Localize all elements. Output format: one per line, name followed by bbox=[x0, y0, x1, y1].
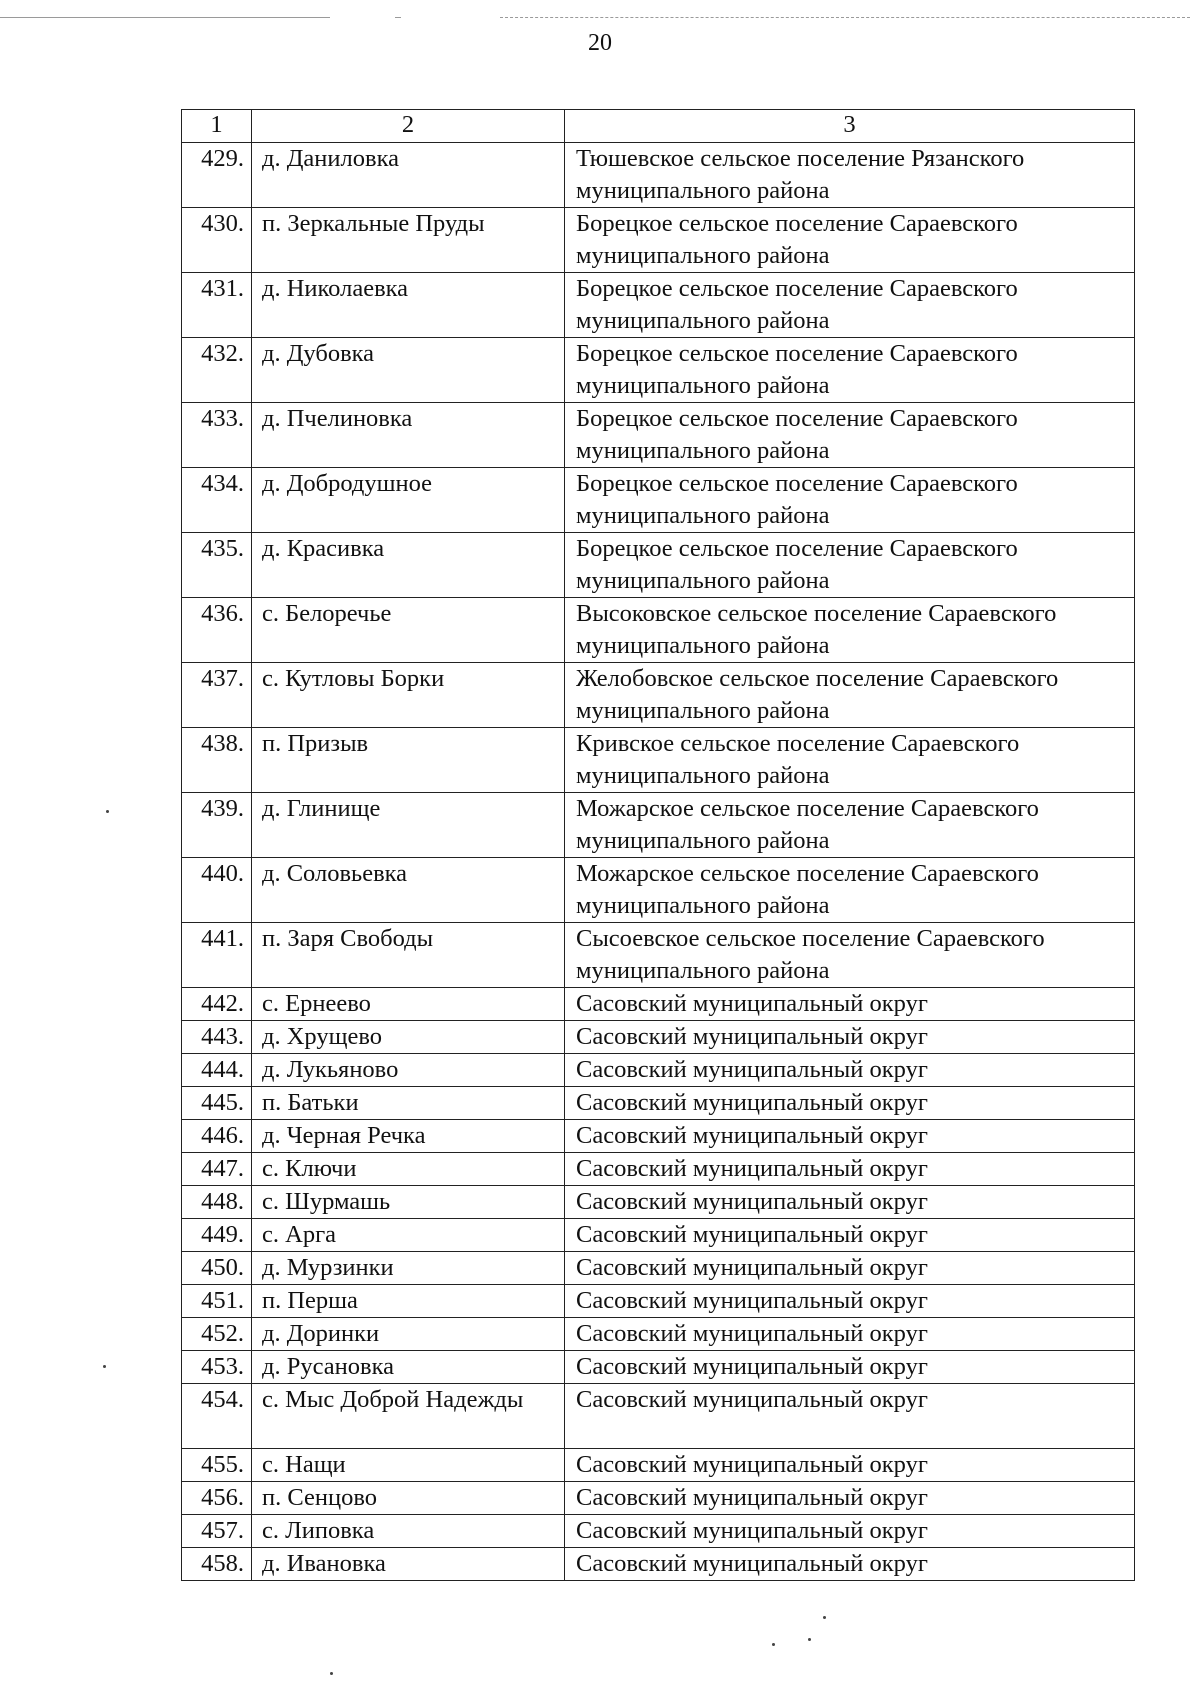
scan-speck bbox=[330, 1672, 333, 1675]
table-row bbox=[182, 1120, 1135, 1153]
table-row bbox=[182, 403, 1135, 468]
municipality-cell: Кривское сельское поселение Сараевского муниципального района bbox=[565, 728, 1135, 793]
municipality-cell: Сасовский муниципальный округ bbox=[565, 1351, 1135, 1384]
row-number-cell: 444. bbox=[182, 1054, 252, 1087]
row-number-cell: 448. bbox=[182, 1186, 252, 1219]
scan-artifact-line bbox=[395, 17, 401, 18]
row-number-cell: 446. bbox=[182, 1120, 252, 1153]
settlement-name-cell: д. Николаевка bbox=[252, 273, 565, 338]
settlement-name-cell: д. Дубовка bbox=[252, 338, 565, 403]
municipality-cell: Сасовский муниципальный округ bbox=[565, 988, 1135, 1021]
table-row bbox=[182, 1252, 1135, 1285]
column-header-number: 1 bbox=[182, 110, 252, 143]
scan-speck bbox=[772, 1643, 775, 1646]
settlement-name-cell: д. Соловьевка bbox=[252, 858, 565, 923]
scan-speck bbox=[823, 1616, 826, 1619]
row-number-cell: 451. bbox=[182, 1285, 252, 1318]
municipality-cell: Сасовский муниципальный округ bbox=[565, 1087, 1135, 1120]
page-number: 20 bbox=[588, 30, 612, 56]
municipality-cell: Борецкое сельское поселение Сараевского муниципального района bbox=[565, 338, 1135, 403]
row-number-cell: 449. bbox=[182, 1219, 252, 1252]
table-row bbox=[182, 468, 1135, 533]
table-row bbox=[182, 1087, 1135, 1120]
table-row bbox=[182, 728, 1135, 793]
settlement-name-cell: п. Зеркальные Пруды bbox=[252, 208, 565, 273]
settlement-name-cell: с. Арга bbox=[252, 1219, 565, 1252]
municipality-cell: Сасовский муниципальный округ bbox=[565, 1449, 1135, 1482]
table-row bbox=[182, 1515, 1135, 1548]
municipality-cell: Высоковское сельское поселение Сараевского муниципального района bbox=[565, 598, 1135, 663]
settlement-name-cell: д. Ивановка bbox=[252, 1548, 565, 1581]
row-number-cell: 445. bbox=[182, 1087, 252, 1120]
settlement-name-cell: д. Черная Речка bbox=[252, 1120, 565, 1153]
row-number-cell: 432. bbox=[182, 338, 252, 403]
municipality-cell: Сасовский муниципальный округ bbox=[565, 1252, 1135, 1285]
table-row bbox=[182, 1285, 1135, 1318]
column-header-settlement: 2 bbox=[252, 110, 565, 143]
table-row bbox=[182, 143, 1135, 208]
municipality-cell: Сысоевское сельское поселение Сараевского муниципального района bbox=[565, 923, 1135, 988]
settlement-name-cell: с. Ключи bbox=[252, 1153, 565, 1186]
table-row bbox=[182, 1219, 1135, 1252]
settlement-name-cell: с. Шурмашь bbox=[252, 1186, 565, 1219]
municipality-cell: Сасовский муниципальный округ bbox=[565, 1120, 1135, 1153]
municipality-cell: Сасовский муниципальный округ bbox=[565, 1318, 1135, 1351]
settlement-name-cell: с. Липовка bbox=[252, 1515, 565, 1548]
settlement-name-cell: с. Кутловы Борки bbox=[252, 663, 565, 728]
settlement-name-cell: с. Белоречье bbox=[252, 598, 565, 663]
row-number-cell: 439. bbox=[182, 793, 252, 858]
municipality-cell: Борецкое сельское поселение Сараевского муниципального района bbox=[565, 533, 1135, 598]
table-row bbox=[182, 1449, 1135, 1482]
municipality-cell: Сасовский муниципальный округ bbox=[565, 1186, 1135, 1219]
settlement-name-cell: д. Доринки bbox=[252, 1318, 565, 1351]
row-number-cell: 437. bbox=[182, 663, 252, 728]
row-number-cell: 442. bbox=[182, 988, 252, 1021]
table-row bbox=[182, 208, 1135, 273]
table-row bbox=[182, 1351, 1135, 1384]
row-number-cell: 447. bbox=[182, 1153, 252, 1186]
table-row bbox=[182, 988, 1135, 1021]
table-row bbox=[182, 273, 1135, 338]
settlement-name-cell: д. Мурзинки bbox=[252, 1252, 565, 1285]
settlement-name-cell: п. Сенцово bbox=[252, 1482, 565, 1515]
row-number-cell: 458. bbox=[182, 1548, 252, 1581]
table-row bbox=[182, 858, 1135, 923]
municipality-cell: Борецкое сельское поселение Сараевского муниципального района bbox=[565, 468, 1135, 533]
municipality-cell: Можарское сельское поселение Сараевского муниципального района bbox=[565, 793, 1135, 858]
table-row bbox=[182, 663, 1135, 728]
municipality-cell: Сасовский муниципальный округ bbox=[565, 1384, 1135, 1449]
scan-artifact-line bbox=[500, 17, 1190, 18]
table-row bbox=[182, 1153, 1135, 1186]
settlement-name-cell: д. Русановка bbox=[252, 1351, 565, 1384]
settlement-name-cell: п. Заря Свободы bbox=[252, 923, 565, 988]
table-row bbox=[182, 338, 1135, 403]
row-number-cell: 455. bbox=[182, 1449, 252, 1482]
row-number-cell: 443. bbox=[182, 1021, 252, 1054]
municipality-cell: Можарское сельское поселение Сараевского муниципального района bbox=[565, 858, 1135, 923]
column-header-municipality: 3 bbox=[565, 110, 1135, 143]
row-number-cell: 453. bbox=[182, 1351, 252, 1384]
municipality-cell: Сасовский муниципальный округ bbox=[565, 1021, 1135, 1054]
settlement-name-cell: д. Хрущево bbox=[252, 1021, 565, 1054]
settlement-name-cell: с. Нащи bbox=[252, 1449, 565, 1482]
row-number-cell: 436. bbox=[182, 598, 252, 663]
row-number-cell: 457. bbox=[182, 1515, 252, 1548]
row-number-cell: 431. bbox=[182, 273, 252, 338]
row-number-cell: 440. bbox=[182, 858, 252, 923]
municipality-cell: Сасовский муниципальный округ bbox=[565, 1285, 1135, 1318]
settlement-name-cell: д. Пчелиновка bbox=[252, 403, 565, 468]
municipality-cell: Желобовское сельское поселение Сараевского муниципального района bbox=[565, 663, 1135, 728]
table-row bbox=[182, 598, 1135, 663]
municipality-cell: Борецкое сельское поселение Сараевского муниципального района bbox=[565, 208, 1135, 273]
table-row bbox=[182, 923, 1135, 988]
row-number-cell: 452. bbox=[182, 1318, 252, 1351]
row-number-cell: 434. bbox=[182, 468, 252, 533]
table-row bbox=[182, 1384, 1135, 1449]
table-row bbox=[182, 1548, 1135, 1581]
table-row bbox=[182, 1318, 1135, 1351]
municipality-cell: Сасовский муниципальный округ bbox=[565, 1153, 1135, 1186]
table-header-row bbox=[182, 110, 1135, 143]
settlement-name-cell: д. Глинище bbox=[252, 793, 565, 858]
table-row bbox=[182, 533, 1135, 598]
settlement-name-cell: д. Даниловка bbox=[252, 143, 565, 208]
row-number-cell: 435. bbox=[182, 533, 252, 598]
table-row bbox=[182, 793, 1135, 858]
row-number-cell: 430. bbox=[182, 208, 252, 273]
table-row bbox=[182, 1186, 1135, 1219]
table-row bbox=[182, 1021, 1135, 1054]
table-row bbox=[182, 1054, 1135, 1087]
row-number-cell: 433. bbox=[182, 403, 252, 468]
settlement-name-cell: п. Перша bbox=[252, 1285, 565, 1318]
settlement-name-cell: с. Мыс Доброй Надежды bbox=[252, 1384, 565, 1449]
row-number-cell: 441. bbox=[182, 923, 252, 988]
municipality-cell: Сасовский муниципальный округ bbox=[565, 1482, 1135, 1515]
municipality-cell: Сасовский муниципальный округ bbox=[565, 1548, 1135, 1581]
settlement-name-cell: д. Добродушное bbox=[252, 468, 565, 533]
settlements-table bbox=[181, 109, 1135, 1581]
municipality-cell: Сасовский муниципальный округ bbox=[565, 1219, 1135, 1252]
row-number-cell: 454. bbox=[182, 1384, 252, 1449]
row-number-cell: 429. bbox=[182, 143, 252, 208]
municipality-cell: Сасовский муниципальный округ bbox=[565, 1515, 1135, 1548]
settlement-name-cell: д. Красивка bbox=[252, 533, 565, 598]
scan-artifact-line bbox=[0, 17, 330, 18]
settlement-name-cell: с. Ернеево bbox=[252, 988, 565, 1021]
scan-speck bbox=[808, 1638, 811, 1641]
municipality-cell: Сасовский муниципальный округ bbox=[565, 1054, 1135, 1087]
row-number-cell: 438. bbox=[182, 728, 252, 793]
municipality-cell: Борецкое сельское поселение Сараевского муниципального района bbox=[565, 273, 1135, 338]
scan-speck bbox=[103, 1365, 106, 1368]
municipality-cell: Тюшевское сельское поселение Рязанского муниципального района bbox=[565, 143, 1135, 208]
settlement-name-cell: п. Призыв bbox=[252, 728, 565, 793]
municipality-cell: Борецкое сельское поселение Сараевского муниципального района bbox=[565, 403, 1135, 468]
row-number-cell: 456. bbox=[182, 1482, 252, 1515]
settlement-name-cell: д. Лукьяново bbox=[252, 1054, 565, 1087]
settlement-name-cell: п. Батьки bbox=[252, 1087, 565, 1120]
scan-speck bbox=[106, 810, 109, 813]
table-row bbox=[182, 1482, 1135, 1515]
row-number-cell: 450. bbox=[182, 1252, 252, 1285]
